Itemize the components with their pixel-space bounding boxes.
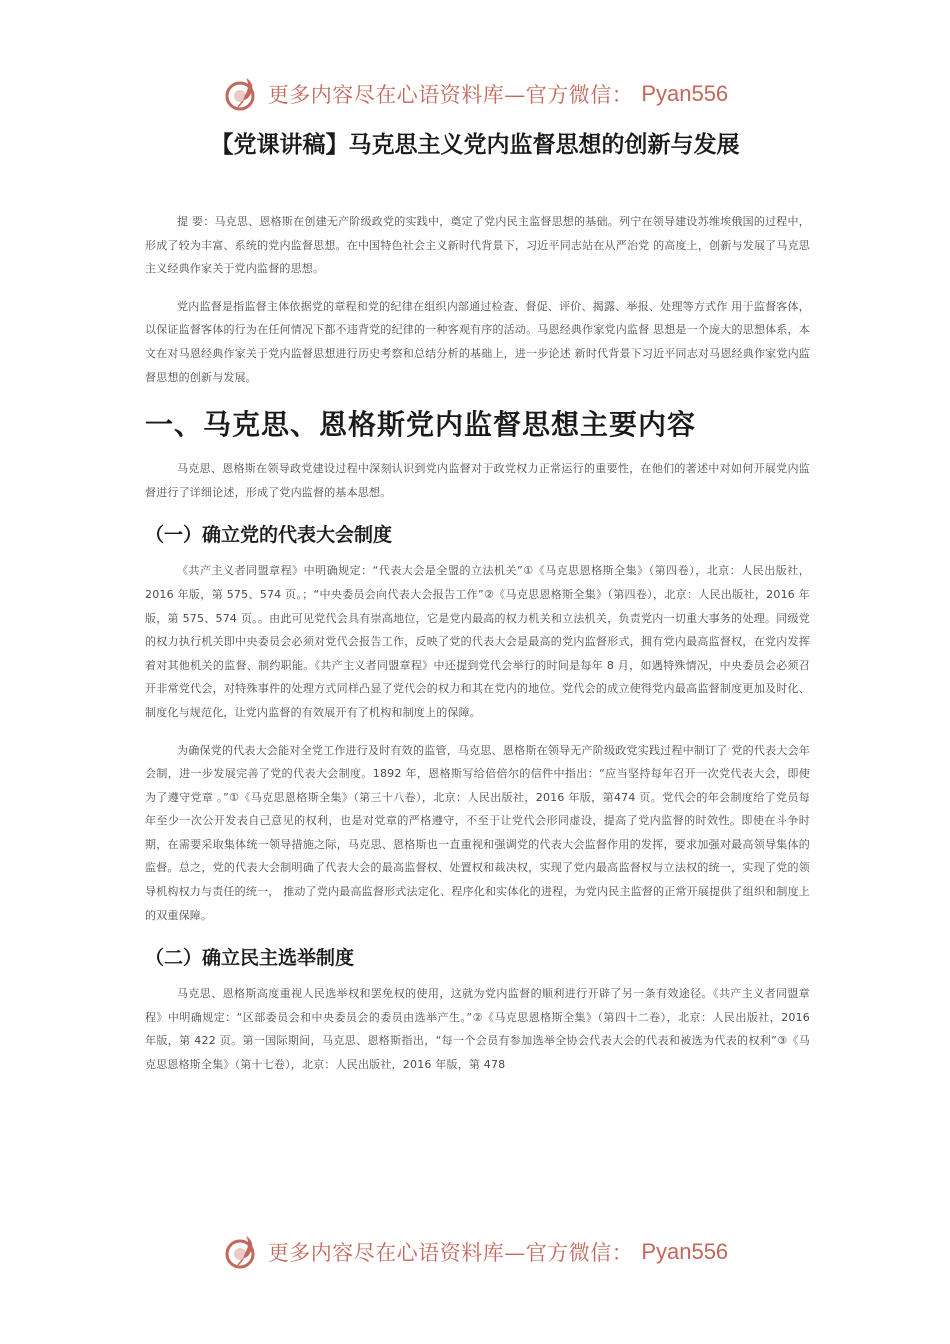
intro-paragraph: 党内监督是指监督主体依据党的章程和党的纪律在组织内部通过检查、督促、评价、揭露、举报、处理等方式作 用于监督客体，以保证监督客体的行为在任何情况下都不违背党的纪律的一种客观有序的活动。马恩经典作家党内监督 思想是一个庞大的思想体系，本文在对马恩经典作家关于党内监督思想进行历史考察和总结分析的基础上，进一步论述 新时代背景下习近平同志对马恩经典作家党内监督思想的创新与发展。	[145, 299, 810, 384]
quill-seal-logo-icon	[222, 1232, 262, 1272]
quill-seal-logo-icon	[222, 74, 262, 114]
section-1-heading: 一、马克思、恩格斯党内监督思想主要内容	[145, 408, 697, 442]
abstract-paragraph: 提 要：马克思、恩格斯在创建无产阶级政党的实践中，奠定了党内民主监督思想的基础。列宁在领导建设苏维埃俄国的过程中，形成了较为丰富、系统的党内监督思想。在中国特色社会主义新时代背景下，习近平同志站在从严治党 的高度上，创新与发展了马克思主义经典作家关于党内监督的思想。	[145, 215, 810, 276]
document-body	[145, 210, 810, 1091]
subsection-2-paragraph-1: 马克思、恩格斯高度重视人民选举权和罢免权的使用，这就为党内监督的顺利进行开辟了另一条有效途径。《共产主义者同盟章程》中明确规定：“区部委员会和中央委员会的委员由选举产生。”②《马克思恩格斯全集》（第四十二卷），北京：人民出版社，2016 年版，第 422 页。第一国际期间，马克思、恩格斯指出，“每一个会员有参加选举全协会代表大会的代表和被选为代表的权利”③《马克思恩格斯全集》（第十七卷），北京：人民出版社，2016 年版，第 478	[145, 987, 810, 1072]
banner-wechat-id: Pyan556	[641, 81, 729, 106]
subsection-1-heading: （一）确立党的代表大会制度	[145, 524, 393, 547]
section-1-lead-paragraph: 马克思、恩格斯在领导政党建设过程中深刻认识到党内监督对于政党权力正常运行的重要性，在他们的著述中对如何开展党内监督进行了详细论述，形成了党内监督的基本思想。	[145, 462, 810, 499]
banner-text: 更多内容尽在心语资料库—官方微信：	[267, 83, 634, 107]
banner-text: 更多内容尽在心语资料库—官方微信：	[267, 1241, 634, 1265]
subsection-1-paragraph-2: 为确保党的代表大会能对全党工作进行及时有效的监管，马克思、恩格斯在领导无产阶级政党实践过程中制订了 党的代表大会年会制，进一步发展完善了党的代表大会制度。1892 年，恩格斯写给倍倍尔的信件中指出：“应当坚持每年召开一次党代表大会，即使为了遵守党章 。”①《马克思恩格斯全集》（第三十八卷），北京：人民出版社，2016 年版，第474 页。党代会的年会制度给了党员每年至少一次公开发表自己意见的权利，也是对党章的严格遵守，不至于让党代会形同虚设，提高了党内监督的时效性。即使在斗争时期，在需要采取集体统一领导措施之际，马克思、恩格斯也一直重视和强调党的代表大会监督作用的发挥，要求加强对最高领导集体的监督。总之，党的代表大会制明确了代表大会的最高监督权、处置权和裁决权，实现了党内最高监督权与立法权的统一，实现了党的领导机构权力与责任的统一， 推动了党内最高监督形式法定化、程序化和实体化的进程，为党内民主监督的正常开展提供了组织和制度上的双重保障。	[145, 743, 810, 922]
header-banner	[0, 72, 950, 116]
page-title: 【党课讲稿】马克思主义党内监督思想的创新与发展	[210, 132, 740, 158]
banner-wechat-id: Pyan556	[641, 1239, 729, 1264]
footer-banner	[0, 1230, 950, 1274]
subsection-1-paragraph-1: 《共产主义者同盟章程》中明确规定：“代表大会是全盟的立法机关”①《马克思恩格斯全集》（第四卷），北京：人民出版社，2016 年版，第 575、574 页。；“中央委员会向代表大会报告工作”②《马克思恩格斯全集》（第四卷），北京：人民出版社，2016 年版，第 575、574 页。。由此可见党代会具有崇高地位，它是党内最高的权力机关和立法机关，负责党内一切重大事务的处理。同级党的权力执行机关即中央委员会必须对党代会报告工作，反映了党的代表大会是最高的党内监督形式，拥有党内最高监督权，在党内发挥着对其他机关的监督、制约职能。《共产主义者同盟章程》中还提到党代会举行的时间是每年 8 月，如遇特殊情况，中央委员会必须召开非常党代会，对特殊事件的处理方式同样凸显了党代会的权力和其在党内的地位。党代会的成立使得党内最高监督制度更加及时化、制度化与规范化，让党内监督的有效展开有了机构和制度上的保障。	[145, 564, 810, 719]
subsection-2-heading: （二）确立民主选举制度	[145, 947, 355, 970]
